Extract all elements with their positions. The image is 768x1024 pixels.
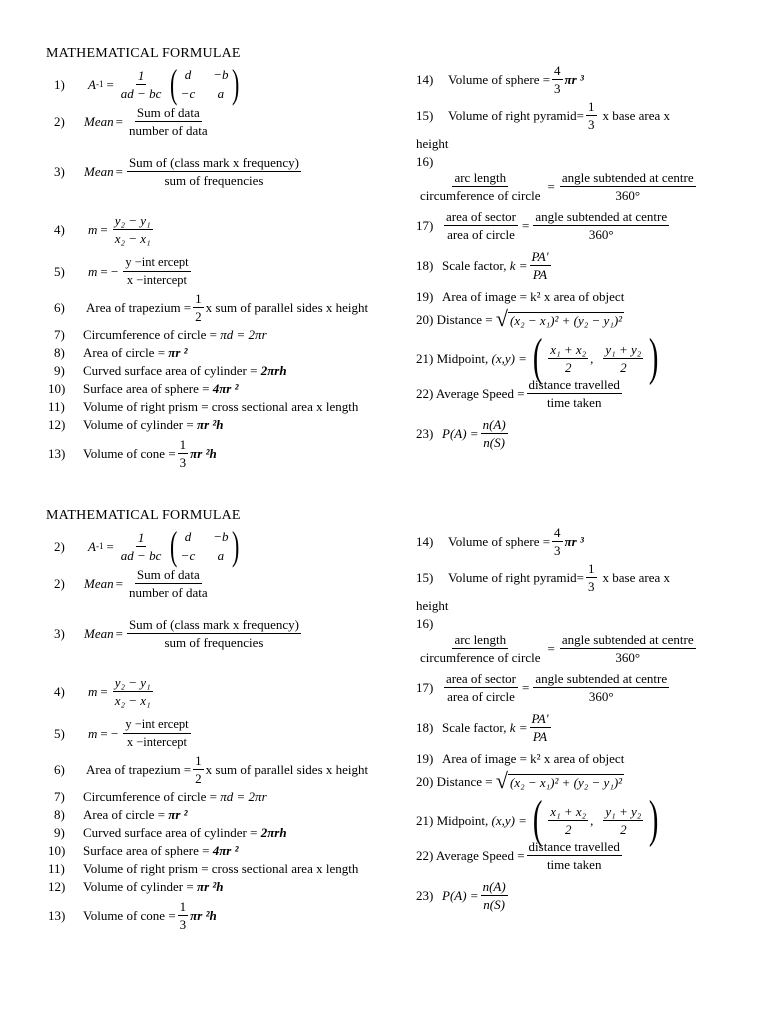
matrix: ( d −b −c a ) (170, 61, 239, 106)
formula-15: 15) Volume of right pyramid= $\frac{1}{3}$ x base area x (416, 561, 670, 594)
formula-sheet-1 (0, 0, 768, 470)
formula-4: 4) m = $\frac{\text{y₂ − y₁}}{\text{x₂ − x₁}}$ (54, 213, 151, 246)
formula-12: 12) Volume of cylinder = πr ²h (48, 879, 224, 894)
formula-sheet-2 (0, 462, 768, 932)
formula-15-wrap: height (416, 136, 449, 151)
sheet-title: MATHEMATICAL FORMULAE (46, 508, 241, 523)
formula-19: 19) Area of image = k² x area of object (416, 289, 625, 304)
formula-21: 21) Midpoint, (x,y) = ( $\frac{\text{x₁ + x₂}}{2}$ , $\frac{\text{y₁ + y₂}}{2}$ ) (416, 791, 659, 848)
formula-16-label: 16) (416, 154, 434, 169)
formula-6: 6) Area of trapezium = $\frac{1}{2}$ x sum of parallel sides x height (54, 753, 369, 786)
formula-5: 5) m = − $\frac{\text{y −int ercept}}{\text{x −intercept}}$ (54, 255, 189, 287)
formula-23: 23) P(A) = $\frac{n(A)}{n(S)}$ (416, 879, 506, 912)
formula-5: 5) m = − $\frac{\text{y −int ercept}}{\text{x −intercept}}$ (54, 717, 189, 749)
matrix: ( d −b −c a ) (170, 523, 239, 568)
formula-11: 11) Volume of right prism = cross sectional area x length (48, 861, 359, 876)
formula-9: 9) Curved surface area of cylinder = 2πrh (54, 363, 287, 378)
formula-8: 8) Area of circle = πr ² (54, 807, 188, 822)
formula-21: 21) Midpoint, (x,y) = ( $\frac{\text{x₁ + x₂}}{2}$ , $\frac{\text{y₁ + y₂}}{2}$ ) (416, 329, 659, 386)
formula-13: 13) Volume of cone = $\frac{1}{3}$ πr ²h (48, 437, 217, 470)
formula-1: 1) A -1 = $\frac{1}{ad - bc}$ ( d −b −c a ) (54, 64, 242, 104)
formula-22: 22) Average Speed = $\frac{\text{distance travelled}}{\text{time taken}}$ (416, 839, 620, 872)
formula-2: 2) Mean = $\frac{\text{Sum of data}}{\text{number of data}}$ (54, 105, 208, 138)
formula-18: 18) Scale factor, k = $\frac{PA'}{PA}$ (416, 249, 549, 282)
formula-23: 23) P(A) = $\frac{n(A)}{n(S)}$ (416, 417, 506, 450)
formula-16-label: 16) (416, 616, 434, 631)
sheet-title: MATHEMATICAL FORMULAE (46, 46, 241, 61)
formula-10: 10) Surface area of sphere = 4πr ² (48, 381, 239, 396)
formula-9: 9) Curved surface area of cylinder = 2πrh (54, 825, 287, 840)
formula-13: 13) Volume of cone = $\frac{1}{3}$ πr ²h (48, 899, 217, 932)
formula-14: 14) Volume of sphere = $\frac{4}{3}$ πr ³ (416, 525, 584, 558)
formula-11: 11) Volume of right prism = cross sectional area x length (48, 399, 359, 414)
formula-8: 8) Area of circle = πr ² (54, 345, 188, 360)
formula-16: $\frac{\text{arc length}}{\text{circumference of circle}}$ = $\frac{\text{angle subtended at centre}}{360^\circ}$ (420, 632, 694, 665)
formula-18: 18) Scale factor, k = $\frac{PA'}{PA}$ (416, 711, 549, 744)
formula-17: 17) $\frac{\text{area of sector}}{\text{area of circle}}$ = $\frac{\text{angle subtended at centre}}{360^\circ}$ (416, 671, 668, 704)
formula-12: 12) Volume of cylinder = πr ²h (48, 417, 224, 432)
formula-7: 7) Circumference of circle = πd = 2πr (54, 327, 267, 342)
formula-10: 10) Surface area of sphere = 4πr ² (48, 843, 239, 858)
formula-4: 4) m = $\frac{\text{y₂ − y₁}}{\text{x₂ − x₁}}$ (54, 675, 151, 708)
formula-3: 3) Mean = $\frac{\text{Sum of (class mark x frequency)}}{\text{sum of frequencies}}$ (54, 155, 299, 188)
formula-16: $\frac{\text{arc length}}{\text{circumference of circle}}$ = $\frac{\text{angle subtended at centre}}{360^\circ}$ (420, 170, 694, 203)
formula-15-wrap: height (416, 598, 449, 613)
formula-15: 15) Volume of right pyramid= $\frac{1}{3}$ x base area x (416, 99, 670, 132)
formula-1: 2) A -1 = $\frac{1}{ad - bc}$ ( d −b −c a ) (54, 526, 242, 566)
formula-20: 20) Distance = √ (x₂ − x₁)² + (y₂ − y₁)² (416, 768, 623, 793)
formula-17: 17) $\frac{\text{area of sector}}{\text{area of circle}}$ = $\frac{\text{angle subtended at centre}}{360^\circ}$ (416, 209, 668, 242)
formula-20: 20) Distance = √ (x₂ − x₁)² + (y₂ − y₁)² (416, 306, 623, 331)
formula-14: 14) Volume of sphere = $\frac{4}{3}$ πr ³ (416, 63, 584, 96)
formula-6: 6) Area of trapezium = $\frac{1}{2}$ x sum of parallel sides x height (54, 291, 369, 324)
formula-3: 3) Mean = $\frac{\text{Sum of (class mark x frequency)}}{\text{sum of frequencies}}$ (54, 617, 299, 650)
formula-2: 2) Mean = $\frac{\text{Sum of data}}{\text{number of data}}$ (54, 567, 208, 600)
formula-22: 22) Average Speed = $\frac{\text{distance travelled}}{\text{time taken}}$ (416, 377, 620, 410)
formula-7: 7) Circumference of circle = πd = 2πr (54, 789, 267, 804)
formula-19: 19) Area of image = k² x area of object (416, 751, 625, 766)
